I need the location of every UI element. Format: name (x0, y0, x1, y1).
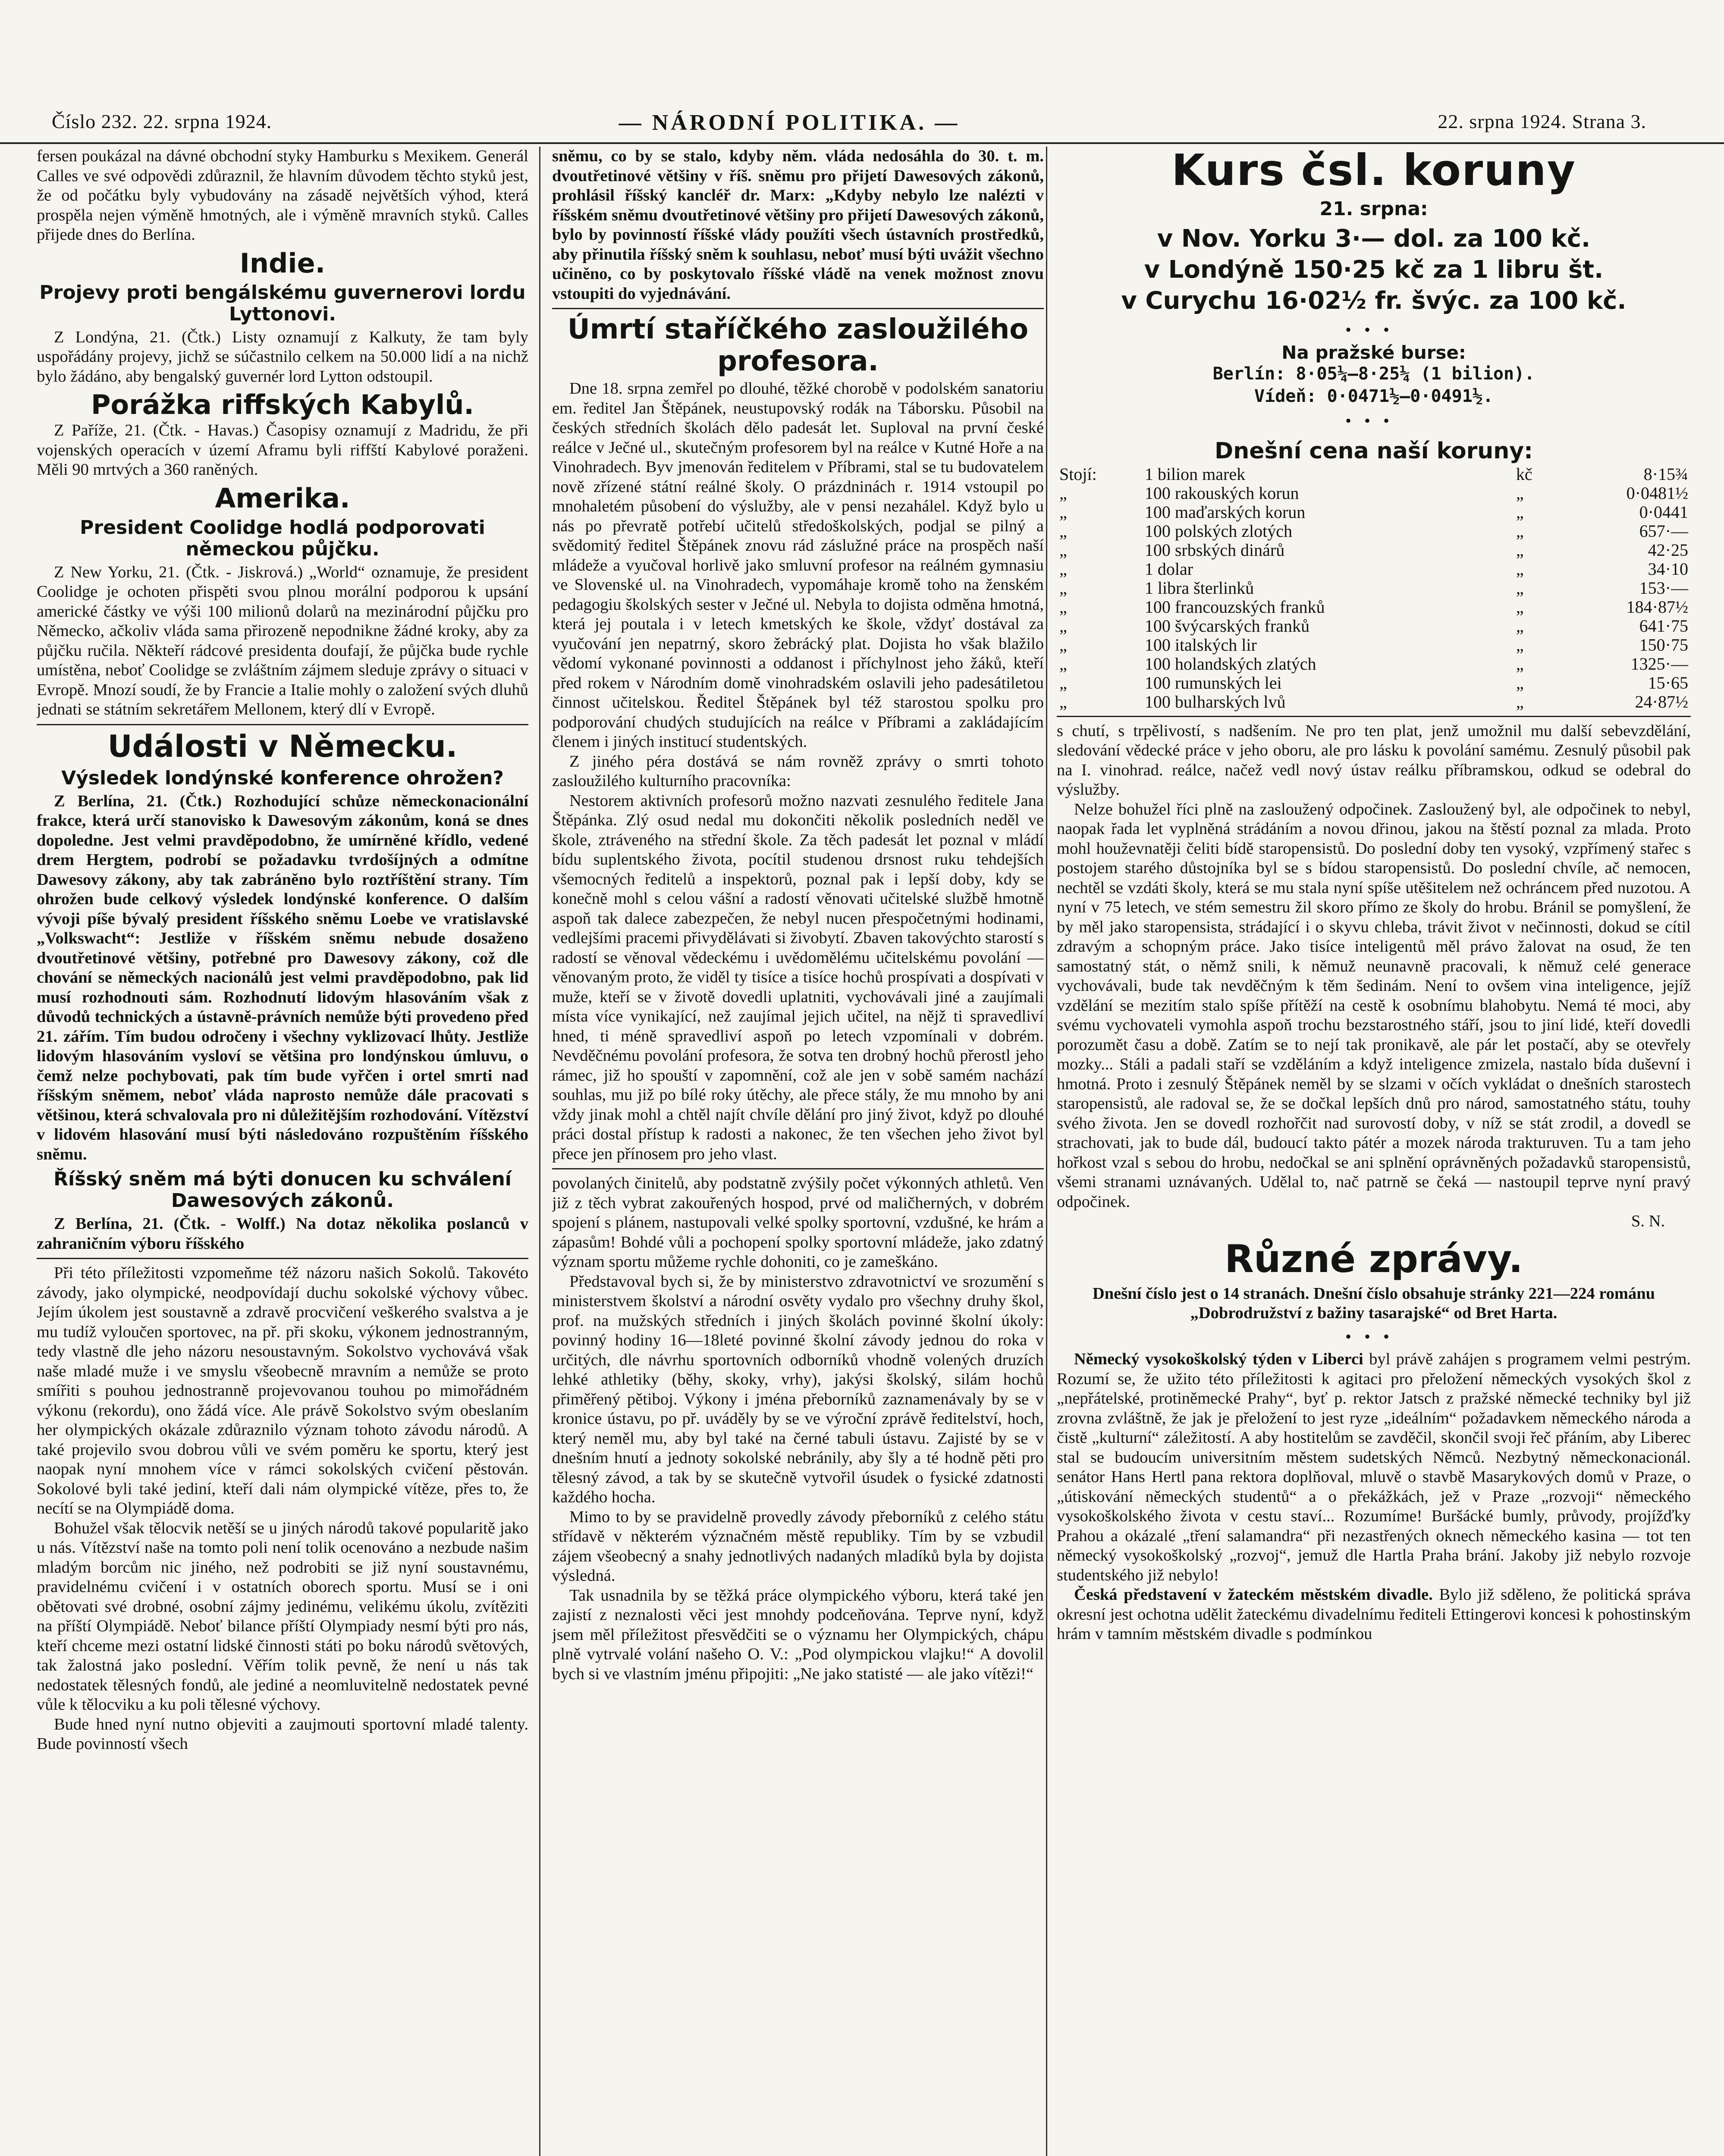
price-cell-val: 641·75 (1639, 616, 1688, 636)
section-heading: Porážka riffských Kabylů. (91, 389, 474, 420)
price-cell-unit: „ (1516, 635, 1524, 655)
price-cell-unit: „ (1516, 483, 1524, 503)
price-cell-unit: „ (1516, 578, 1524, 598)
price-cell-pre: „ (1059, 635, 1067, 655)
divider (37, 1258, 528, 1259)
price-row (1057, 503, 1691, 522)
section-heading: Různé zprávy. (1225, 1236, 1523, 1281)
news-item (1057, 1585, 1691, 1644)
page-info: 22. srpna 1924. Strana 3. (1438, 110, 1646, 132)
price-cell-amt: 100 holandských zlatých (1144, 654, 1316, 674)
price-cell-val: 0·0481½ (1626, 483, 1688, 503)
price-cell-amt: 1 bilion marek (1144, 464, 1246, 484)
ornament-dots: ••• (1345, 320, 1402, 339)
price-row (1057, 617, 1691, 636)
price-cell-val: 184·87½ (1626, 597, 1688, 617)
article-text: Tak usnadnila by se těžká práce olympického výboru, která také jen zajistí z neznalosti věci jest mnohdy podceňována. Teprve nyní, když jsem měl příležitost přesvědčiti se o významu her Olympických, chápu plně vytrvalé volání našeho O. V.: „Pod olympickou vlajku!“ A dovolil bych si ve vlastním jménu připojiti: „Ne jako statisté — ale jako vítězi!“ (552, 1586, 1044, 1683)
price-cell-val: 657·— (1639, 521, 1688, 541)
price-row (1057, 693, 1691, 711)
column-1 (37, 147, 528, 2156)
price-cell-unit: „ (1516, 521, 1524, 541)
price-table-title: Dnešní cena naší koruny: (1215, 438, 1533, 464)
article-text: Mimo to by se pravidelně provedly závody přeborníků z celého státu střídavě v některém význačném městě republiky. Tím by se vzbudil zájem všeobecný a snahy jednotlivých nadaných mladíků byla by dojista výsledná. (552, 1507, 1044, 1585)
price-cell-unit: „ (1516, 597, 1524, 617)
price-cell-val: 153·— (1639, 578, 1688, 598)
exchange-rate-row: v Curychu 16·02½ fr. švýc. za 100 kč. (1121, 286, 1627, 315)
price-cell-val: 24·87½ (1635, 692, 1688, 711)
price-cell-val: 8·15¾ (1643, 464, 1688, 484)
price-cell-unit: „ (1516, 540, 1524, 560)
article-text: povolaných činitelů, aby podstatně zvýšily počet výkonných athletů. Ven již z těch vybrat zakouřených hospod, prvé od maličherných, v dobrém spojení s plánem, nastupovali velké spolky sportovní, vzdušné, ke hrám a zápasům! Bohdé vůli a pochopení spolky sportovní mládeže, jako zdatný význam sportu můžeme rychle dohoniti, co je zameškáno. (552, 1174, 1044, 1271)
article-text: Dne 18. srpna zemřel po dlouhé, těžké chorobě v podolském sanatoriu em. ředitel Jan Štěpánek, neustupovský rodák na Táborsku. Působil na českých středních školách dělo padesát let. Suploval na první české reálce v Ječné ul., skutečným profesorem byl na reálce v Kutné Hoře a na Vinohradech. Byv jmenován ředitelem v Příbrami, stal se tu budovatelem nově zřízené státní reálné školy. O prázdninách r. 1914 vstoupil po mnohaletém působení do výslužby, ale v pensi nezahálel. Když bylo u nás po převratě potřebí učitelů středoškolských, podjal se pilný a svědomitý ředitel Štěpánek znovu rád záslužné práce na prospěch naší mládeže a vyučoval horlivě jako smluvní profesor na reálném gymnasiu ve Slovenské ul. na Vinohradech, vypomáhaje kromě toho na ženském pedagogiu školských sester v Ječné ul. Nebyla to dojista odměna hmotná, která jej poutala i v letech kmetských ke škole, vždyť dostával za vyučování jen nepatrný, skoro žebrácký plat. Dojista ho však blažilo vědomí vykonané povinnosti a oddanost i příchylnost jeho žáků, kteří před rokem v Národním domě vinohradském oslavili jeho padesátiletou činnost učitelskou. Ředitel Štěpánek byl též starostou spolku pro podporování chudých studujících na reálce v Příbrami a zakládajícím členem i jiných institucí studentských. (552, 379, 1044, 751)
price-cell-amt: 100 švýcarských franků (1144, 616, 1309, 636)
article-text: Z jiného péra dostává se nám rovněž zprávy o smrti tohoto zasloužilého kulturního pracovníka: (552, 752, 1044, 790)
article-text: Nelze bohužel říci plně na zasloužený odpočinek. Zasloužený byl, ale odpočinek to nebyl, naopak řada let vyplněná strádáním a novou dřinou, jakou na štěstí poznal za mlada. Proto mohl houževnatěji čeliti bídě staropensistů. Do poslední doby ten vysoký, vzpřímený stařec s postojem starého důstojníka byl se s bídou staropensistů. Do poslední chvíle, ač nemocen, nechtěl se vzdáti školy, která se mu stala nyní spíše utěšitelem než ochráncem před nuzotou. A nyní v 75 letech, ve stém semestru žil skoro přímo ze školy do hrobu. Bránil se pomyšlení, že by měl jako staropensista, strádající i o skyvu chleba, trávit život v nečinnosti, dokud se cítil zdravým a schopným práce. Jako tisíce inteligentů měl právo žalovat na osud, že ten samostatný stát, o němž snili, k němuž neunavně pracovali, k němuž celé generace vychovávali, bude tak nevděčným k těm šedinám. Není to ovšem vina inteligence, jejíž vzdělání se mezitím stalo spíše přítěží na cestě k osobnímu blahobytu. Nemá té moci, aby svému vychovateli vymohla aspoň trochu bezstarostného stáří, jsou to jiní lidé, kteří dovedli porozumět času a době. Zatím se to nejí tak pronikavě, ale pár let postačí, aby se otevřely mozky... Stáli a padali staří se vzděláním a když inteligence zmizela, nastalo bída duševní i hmotná. Proto i zesnulý Štěpánek neměl by se slzami v očích vykládat o dnešních starostech staropensistů, ale radoval se, že se dočkal lepších dnů pro národ, samostatného státu, touhy svého života. Jen se dovedl rozhořčit nad surovostí doby, v níž se stát zrodil, a dovedl se strachovati, jak to bude dál, budoucí takto pátér a mozek národa trakturuven. Tu a tam jeho hořkost vzal s sebou do hrobu, nedočkal se ani splnění oprávněných požadavků staropensistů, všemi stranami uznávaných. Udělal to, nač patrně se čeká — nastoupil teprve nyní pravý odpočinek. (1057, 800, 1691, 1211)
ornament-dots: ••• (1345, 1326, 1402, 1346)
section-heading: Amerika. (215, 482, 350, 514)
price-cell-pre: Stojí: (1059, 464, 1097, 484)
article-text: Bude hned nyní nutno objeviti a zaujmouti sportovní mladé talenty. Bude povinností všech (37, 1715, 528, 1753)
section-heading: Indie. (239, 247, 326, 279)
price-cell-val: 0·0441 (1639, 502, 1688, 522)
price-cell-pre: „ (1059, 521, 1067, 541)
exchange-rate-row: v Londýně 150·25 kč za 1 libru št. (1144, 255, 1604, 284)
price-cell-amt: 1 dolar (1144, 559, 1193, 579)
price-cell-amt: 100 rakouských korun (1144, 483, 1299, 503)
price-row (1057, 465, 1691, 484)
column-divider (539, 147, 540, 2156)
article-text: fersen poukázal na dávné obchodní styky Hamburku s Mexikem. Generál Calles ve své odpovědi zdůraznil, že hlavním důvodem těchto styků jest, že od počátku byly vybudovány na zásadě největších výhod, která prospěla nejen výměně hmotných, ale i výměně mravních styků. Calles přijede dnes do Berlína. (37, 147, 528, 244)
price-cell-amt: 100 maďarských korun (1144, 502, 1306, 522)
price-row (1057, 522, 1691, 541)
price-row (1057, 636, 1691, 655)
price-cell-pre: „ (1059, 578, 1067, 598)
ornament-dots: ••• (1345, 411, 1402, 430)
price-row (1057, 560, 1691, 579)
article-text: Z New Yorku, 21. (Čtk. - Jiskrová.) „World“ oznamuje, že president Coolidge je ochoten přispěti svou plnou morální podporou k upsání americké částky ve výši 100 milionů dolarů na mezinárodní půjčku pro Německo, ačkoliv vláda sama přirozeně nepodnikne žádné kroky, aby za půjčku ručila. Někteří rádcové presidenta doufají, že půjčka bude rychle umístěna, neboť Coolidge se zvláštním zájmem sleduje zprávy o situaci v Evropě. Mnozí soudí, že by Francie a Italie mohly o založení svých dluhů jednati se státním sekretářem Mellonem, který dlí v Evropě. (37, 563, 528, 718)
article-text: Bohužel však tělocvik netěší se u jiných národů takové popularitě jako u nás. Vítězství naše na tomto poli není tolik ocenováno a nezbude našim mladým borcům nic jiného, než podrobiti se již nyní soustavnému, pravidelnému cvičení i v ostatních oborech sportu. Musí se i oni obětovati své drobné, osobní zájmy jedinému, velikému úkolu, zvítěziti na příští Olympiádě. Neboť bilance příští Olympiady nesmí býti pro nás, kteří chceme mezi ostatní lidské činnosti státi po boku národů světových, tak žalostná jako poslední. Věřím tolik pevně, že není u nás tak nedostatek tělesných fondů, ale jediné a neomluvitelně nedostatek pevné vůle k tělocviku a ku poli tělesné výchovy. (37, 1519, 528, 1714)
article-text: Z Paříže, 21. (Čtk. - Havas.) Časopisy oznamují z Madridu, že při vojenských operacích v území Aframu byli riffští Kabylové poraženi. Měli 90 mrtvých a 360 raněných. (37, 421, 528, 479)
divider (552, 1168, 1044, 1169)
price-cell-pre: „ (1059, 654, 1067, 674)
price-cell-unit: „ (1516, 673, 1524, 693)
article-text: Představoval bych si, že by ministerstvo zdravotnictví ve srozumění s ministerstvem školství a národní osvěty vydalo pro všechny druhy škol, prof. na mužských středních i jiných školách povinné školní úkoly: povinný hodiny 16—18leté povinné školní závody jednou do roka v určitých, dle návrhu sportovních odborníků vhodně volených druzích lehké athletiky (běhy, skoky, vrhy), jakýsi školský, silám hochů přiměřený pětiboj. Výkony i jména přeborníků zaznamenávaly by se v kronice ústavu, po př. uváděly by se ve výroční zprávě ředitelství, hoch, který neměl mu, aby byl také na černé tabuli ústavu. Zajisté by se v dnešním hnutí a jednoty sokolské nebránily, aby šly a té hodně pěti pro tělesný závod, a tak by se skutečně vytvořil úsudek o fysické zdatnosti každého hocha. (552, 1272, 1044, 1506)
price-cell-amt: 100 polských zlotých (1144, 521, 1292, 541)
price-cell-val: 150·75 (1639, 635, 1688, 655)
news-item-title: Česká představení v žateckém městském divadle. (1074, 1586, 1433, 1604)
column-2 (552, 147, 1044, 2156)
divider (1057, 716, 1691, 717)
issue-info: Číslo 232. 22. srpna 1924. (52, 110, 272, 132)
price-cell-amt: 100 francouzských franků (1144, 597, 1325, 617)
article-subheading: Říšský sněm má býti donucen ku schválení Dawesových zákonů. (53, 1168, 512, 1212)
price-cell-pre: „ (1059, 559, 1067, 579)
section-heading: Úmrtí staříčkého zasloužilého profesora. (567, 313, 1029, 377)
price-cell-amt: 100 rumunských lei (1144, 673, 1282, 693)
divider (37, 724, 528, 725)
price-cell-pre: „ (1059, 692, 1067, 711)
price-cell-pre: „ (1059, 502, 1067, 522)
burse-row: Vídeň: 0·0471½—0·0491½. (1254, 386, 1493, 406)
news-item (1057, 1350, 1691, 1585)
price-cell-pre: „ (1059, 597, 1067, 617)
article-text: Z Berlína, 21. (Čtk. - Wolff.) Na dotaz několika poslanců v zahraničním výboru říšského (37, 1215, 528, 1253)
price-cell-amt: 100 italských lir (1144, 635, 1257, 655)
price-table (1057, 465, 1691, 711)
exchange-rate-row: v Nov. Yorku 3·— dol. za 100 kč. (1157, 224, 1591, 253)
article-subheading: Projevy proti bengálskému guvernerovi lordu Lyttonovi. (39, 281, 526, 325)
exchange-rate-title: Kurs čsl. koruny (1171, 147, 1576, 195)
price-row (1057, 484, 1691, 503)
price-cell-val: 15·65 (1648, 673, 1688, 693)
burse-row: Berlín: 8·05¼—8·25¼ (1 bilion). (1212, 364, 1535, 384)
news-item-text: byl právě zahájen s programem velmi pestrým. Rozumí se, že užito této příležitosti k agitaci pro přeložení německých vysokých škol z „nepřátelské, protiněmecké Prahy“, byť p. rektor Jatsch z pražské německé techniky byl již zrovna zvláštně, že jak je přeložení to jest ryze „ideálním“ požadavkem německého národa a čistě „kulturní“ záležitostí. A aby hostitelům se zavděčil, skončil svoji řeč přáním, aby Liberec stal se budoucím universitním městem sudetských Němců. Nezbytný německonacionál. senátor Hans Hertl pana rektora doplňoval, mluvě o stavbě Masarykových domů v Praze, o „útiskování německých studentů“ a o překážkách, jež v Praze „rozvoji“ německého vysokoškolského života v cestu staví... Rozumíme! Buršácké bumly, průvody, projížďky Prahou a okázalé „tření salamandra“ při nezastřených oknech německého kasina — tot ten německý vysokoškolský „rozvoj“, jemuž dle Hartla Praha brání. Jakoby již nebylo rozvoje studentského již nebylo! (1057, 1350, 1691, 1584)
price-cell-unit: „ (1516, 559, 1524, 579)
article-text: Z Londýna, 21. (Čtk.) Listy oznamují z Kalkuty, že tam byly uspořádány projevy, jichž se súčastnilo celkem na 50.000 lidí a na nichž bylo žádáno, aby bengalský guvernér lord Lytton odstoupil. (37, 328, 528, 385)
price-cell-pre: „ (1059, 673, 1067, 693)
burse-title: Na pražské burse: (1281, 342, 1466, 363)
price-row (1057, 598, 1691, 617)
article-text: s chutí, s trpělivostí, s nadšením. Ne pro ten plat, jenž umožnil mu další sebevzdělání, sledování vědecké práce v jeho oboru, ale pro lásku k povolání samému. Zesnulý působil pak na I. vinohrad. reálce, načež vedl nový ústav reálku příbramskou, odkud se odebral do výslužby. (1057, 721, 1691, 799)
signature: S. N. (1631, 1212, 1665, 1230)
price-cell-amt: 100 bulharských lvů (1144, 692, 1286, 711)
price-cell-amt: 1 libra šterlinků (1144, 578, 1254, 598)
price-cell-val: 34·10 (1648, 559, 1688, 579)
article-subheading: Výsledek londýnské konference ohrožen? (61, 767, 504, 789)
section-heading: Události v Německu. (107, 728, 458, 764)
price-cell-unit: „ (1516, 654, 1524, 674)
price-cell-unit: „ (1516, 692, 1524, 711)
article-text: sněmu, co by se stalo, kdyby něm. vláda nedosáhla do 30. t. m. dvoutřetinové většiny v říš. sněmu pro přijetí Dawesových zákonů, prohlásil říšský kancléř dr. Marx: „Kdyby nebylo lze nalézti v říšském sněmu dvoutřetinové většiny pro přijetí Dawesových zákonů, bylo by povinností říšské vlády použíti všech ústavních prostředků, aby přinutila říšský sněm k souhlasu, neboť musí býti uvážit všechno učiněno, co by poskytovalo říšské vládě na venek možnost znovu vstoupiti do vyjednávání. (552, 147, 1044, 303)
price-cell-val: 42·25 (1648, 540, 1688, 560)
news-item-text: Bylo již sděleno, že politická správa okresní jest ochotna udělit žateckému divadelnímu řediteli Ettingerovi koncesi k pohostinským hrám v tamním městském divadle s podmínkou (1057, 1586, 1691, 1643)
masthead: — NÁRODNÍ POLITIKA. — (619, 110, 960, 135)
column-3 (1057, 147, 1691, 2156)
price-cell-unit: kč (1516, 464, 1532, 484)
price-cell-pre: „ (1059, 616, 1067, 636)
price-cell-val: 1325·— (1630, 654, 1688, 674)
price-row (1057, 579, 1691, 598)
price-cell-unit: „ (1516, 502, 1524, 522)
price-row (1057, 655, 1691, 674)
article-text: Nestorem aktivních profesorů možno nazvati zesnulého ředitele Jana Štěpánka. Zlý osud nedal mu dokončiti několik posledních neděl ve škole, ztráveného na střední škole. Za těch padesát let poznal v mládí bídu suplentského života, pocítil studenou drsnost ruku tehdejších všemocných ředitelů a inspektorů, poznal pak i lepší doby, kdy se konečně mohl s celou vášní a radostí věnovati učitelské službě hmotně aspoň tak dalece zabezpečen, že nebyl nucen přespočetnými hodinami, vedlejšími pracemi přivydělávati si živobytí. Zbaven takovýchto starostí s radostí se věnoval vědeckému i uvědomělému učitelskému povolání — věnovaným proto, že viděl ty tisíce a tisíce hochů prospívati a dospívati v muže, kteří se v životě dovedli uplatniti, vychovávali jiné a zaujímali místa více vynikající, než zaujímal jejich učitel, na nějž ti spravedliví hned, ti méně spravedliví aspoň po letech vzpomínali v dobrém. Nevděčnému povolání profesora, že sotva ten drobný hochů přerostl jeho rámec, již ho spouští v zapomnění, což ale jen v sobě samém nachází souhlas, mu již po bílé roky útěchy, ale přece stály, že mu mnoho by ani vždy jinak mohl a chtěl najít chvíle dělání pro jiný život, když po dlouhé práci dostal přístup k radosti a nakonec, že ten všechen jeho život byl přece jen přínosem pro jeho vlast. (552, 791, 1044, 1163)
article-text: Z Berlína, 21. (Čtk.) Rozhodující schůze německonacionální frakce, která určí stanovisko k Dawesovým zákonům, koná se dnes dopoledne. Jest velmi pravděpodobno, že umírněné křídlo, vedené drem Hergtem, podrobí se požadavku tvrdošíjných a odmítne Dawesovy zákony, aby tak zabráněno bylo roztříštění strany. Tím ohrožen bude celkový výsledek londýnské konference. O dalším vývoji píše bývalý president říšského sněmu Loebe ve vratislavské „Volkswacht“: Jestliže v říšském sněmu nebude dosaženo dvoutřetinové většiny, potřebné pro Dawesovy zákony, což dle chování se německých nacionálů jest velmi pravděpodobno, pak lid musí rozhodnouti sám. Rozhodnutí lidovým hlasováním však z důvodů technických a ústavně-právních nemůže býti provedeno před 21. zářím. Tím budou odročeny i všechny vyklizovací lhůty. Jestliže lidovým hlasováním vysloví se většina pro londýnskou úmluvu, o čemž nelze pochybovati, pak tím bude vyřčen i ortel smrti nad říšským sněmem, neboť vláda naprosto nemůže dále pracovati s většinou, která schvalovala pro ni důležitějším rozhodování. Vítězství v lidovém hlasování musí býti následováno rozpuštěním říšského sněmu. (37, 792, 528, 1163)
article-text: Při této příležitosti vzpomeňme též názoru našich Sokolů. Takovéto závody, jako olympické, neodpovídají duchu sokolské výchovy vůbec. Jejím úkolem jest soustavně a zdravě procvičení veškerého svalstva a je mu tudíž vyloučen sportovec, na př. při skoku, výkonem jednostranným, tedy vlastně dle jeho názoru nesoustavným. Sokolstvo vychovává však naše mladé muže i ve smyslu všeobecně mravním a nemůže se proto smířiti s pouhou jednostranně projevovanou touhou po mimořádném výkonu (rekordu), ono žádá více. Ale právě Sokolstvo svým obeslaním her olympických okázale zdůraznilo význam tohoto závodu národů. A také projevilo svou dobrou vůli ve svém poměru ke sportu, který jest naopak nyní mnohem více v rámci sokolských cvičení pěstován. Sokolové byli také jediní, kteří dali nám olympické vítěze, přes to, že necítí se na Olympiádě doma. (37, 1264, 528, 1517)
article-subheading: President Coolidge hodlá podporovati německou půjčku. (80, 516, 485, 560)
price-row (1057, 541, 1691, 560)
price-cell-pre: „ (1059, 540, 1067, 560)
price-cell-amt: 100 srbských dinárů (1144, 540, 1285, 560)
price-row (1057, 674, 1691, 693)
price-cell-pre: „ (1059, 483, 1067, 503)
divider (552, 308, 1044, 309)
article-note: Dnešní číslo jest o 14 stranách. Dnešní číslo obsahuje stránky 221—224 románu „Dobrodružství z bažiny tasarajské“ od Bret Harta. (1092, 1284, 1655, 1322)
news-item-title: Německý vysokoškolský týden v Liberci (1074, 1350, 1363, 1368)
exchange-rate-date: 21. srpna: (1319, 198, 1428, 220)
newspaper-header (0, 0, 1724, 144)
price-cell-unit: „ (1516, 616, 1524, 636)
column-divider (1046, 147, 1047, 2156)
